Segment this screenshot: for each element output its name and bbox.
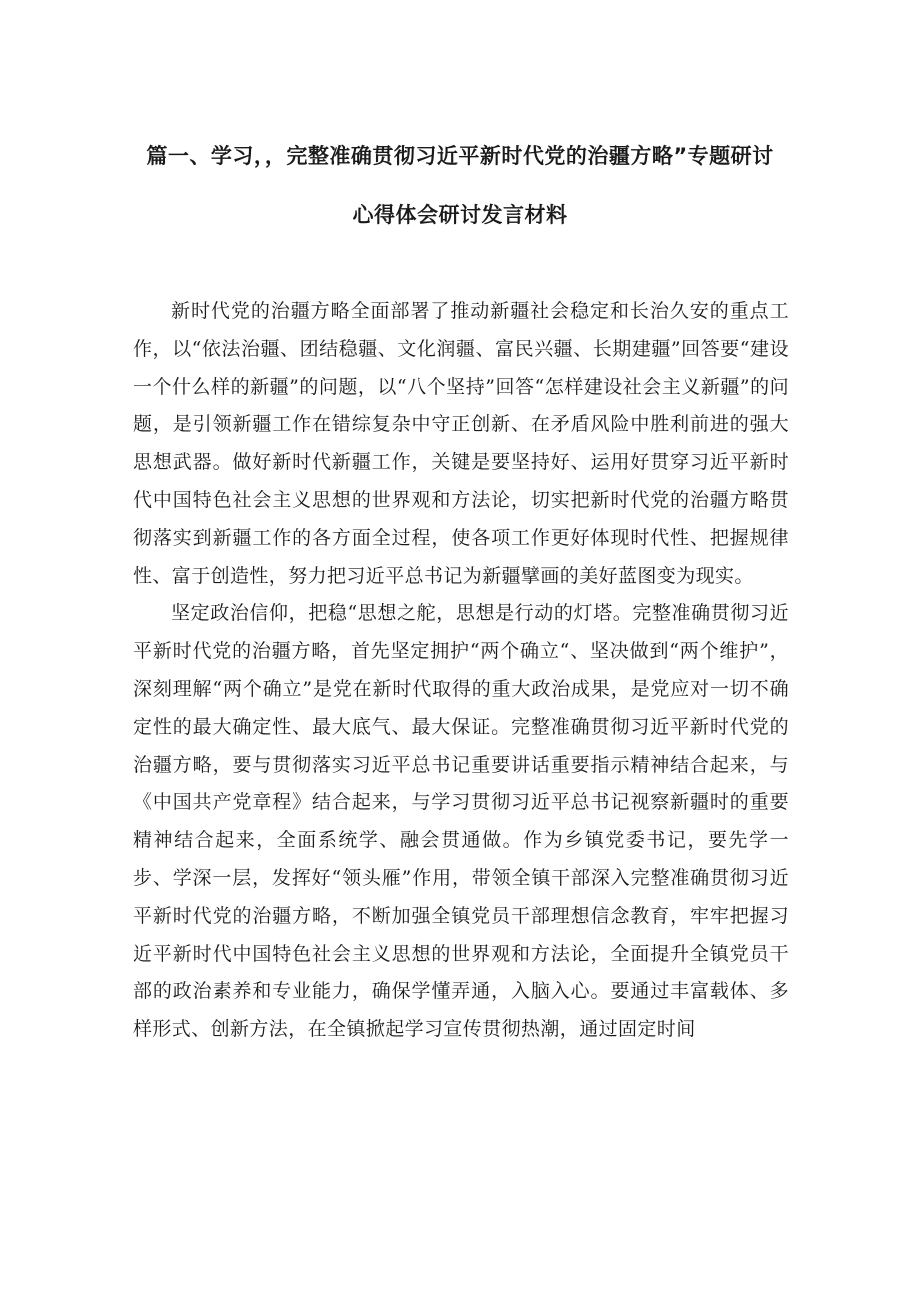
- document-title-line-1: 篇一、学习，，完整准确贯彻习近平新时代党的治疆方略”专题研讨: [146, 144, 774, 168]
- document-title-line-2: 心得体会研讨发言材料: [352, 203, 568, 227]
- document-body: [133, 293, 789, 1049]
- body-paragraph-1: 新时代党的治疆方略全面部署了推动新疆社会稳定和长治久安的重点工作，以“依法治疆、团结稳疆、文化润疆、富民兴疆、长期建疆”回答要“建设一个什么样的新疆”的问题，以“八个坚持”回答“怎样建设社会主义新疆”的问题，是引领新疆工作在错综复杂中守正创新、在矛盾风险中胜利前进的强大思想武器。做好新时代新疆工作，关键是要坚持好、运用好贯穿习近平新时代中国特色社会主义思想的世界观和方法论，切实把新时代党的治疆方略贯彻落实到新疆工作的各方面全过程，使各项工作更好体现时代性、把握规律性、富于创造性，努力把习近平总书记为新疆擘画的美好蓝图变为现实。: [133, 300, 789, 587]
- body-paragraph-2: 坚定政治信仰，把稳“思想之舵，思想是行动的灯塔。完整准确贯彻习近平新时代党的治疆方略，首先坚定拥护“两个确立“、坚决做到“两个维护”，深刻理解“两个确立”是党在新时代取得的重大政治成果，是党应对一切不确定性的最大确定性、最大底气、最大保证。完整准确贯彻习近平新时代党的治疆方略，要与贯彻落实习近平总书记重要讲话重要指示精神结合起来，与《中国共产党章程》结合起来，与学习贯彻习近平总书记视察新疆时的重要精神结合起来，全面系统学、融会贯通做。作为乡镇党委书记，要先学一步、学深一层，发挥好“领头雁”作用，带领全镇干部深入完整准确贯彻习近平新时代党的治疆方略，不断加强全镇党员干部理想信念教育，牢牢把握习近平新时代中国特色社会主义思想的世界观和方法论，全面提升全镇党员干部的政治素养和专业能力，确保学懂弄通，入脑入心。要通过丰富载体、多样形式、创新方法，在全镇掀起学习宣传贯彻热潮，通过固定时间: [133, 602, 789, 1041]
